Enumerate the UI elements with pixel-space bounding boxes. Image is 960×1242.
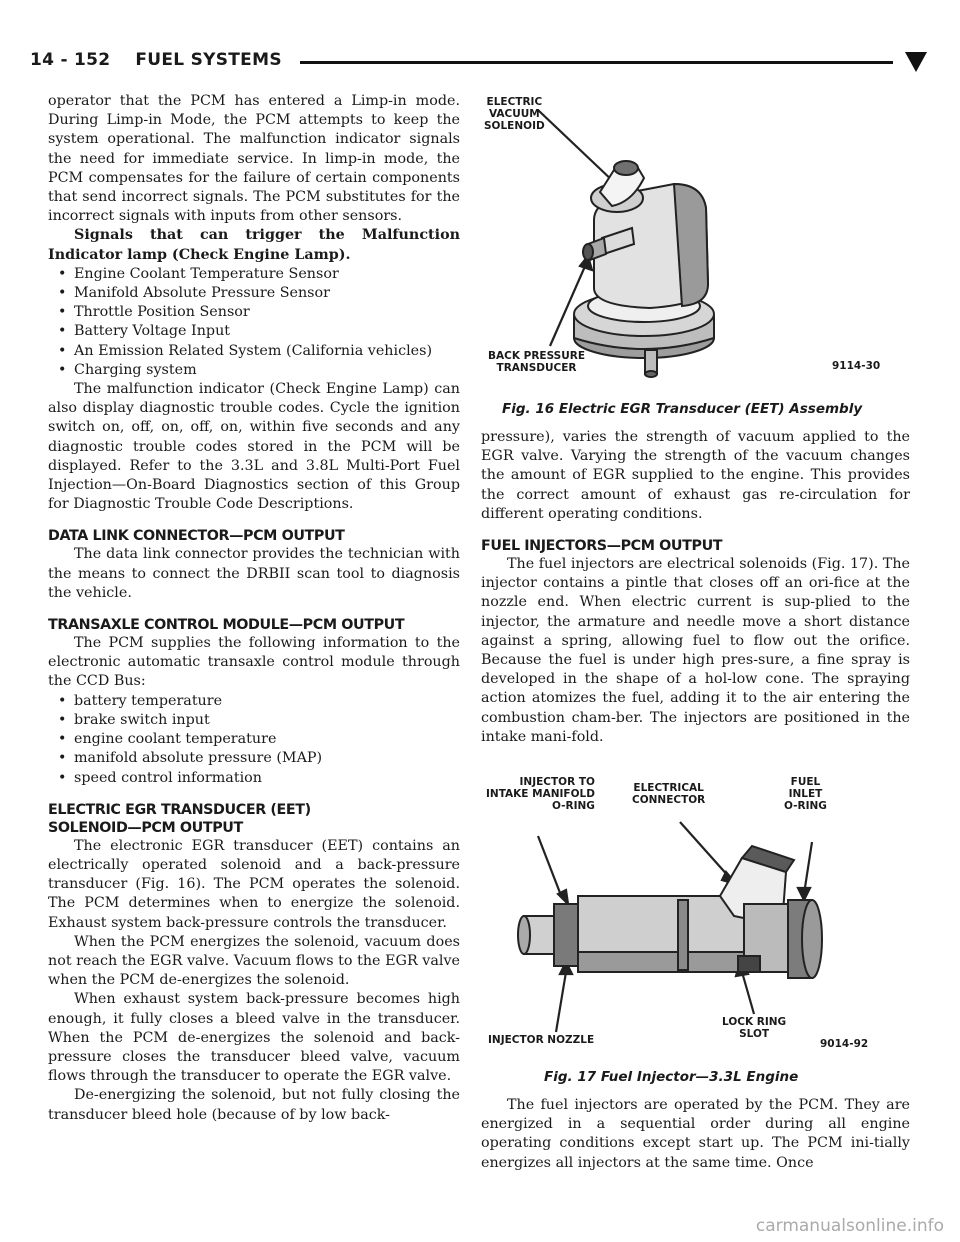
figure-16-caption: Fig. 16 Electric EGR Transducer (EET) Assembly [502,401,863,417]
label-injector-nozzle: INJECTOR NOZZLE [488,1034,595,1046]
header-rule [300,61,893,64]
paragraph-eet-continued: pressure), varies the strength of vacuum applied to the EGR valve. Varying the strength of the vacuum changes the amount of EGR supplied to the engine. This provides the correct amount of exhaust gas re-circulation for different operating conditions. [481,429,910,522]
watermark: carmanualsonline.info [755,1216,944,1236]
paragraph-fuel-injectors: The fuel injectors are electrical solenoids (Fig. 17). The injector contains a pintle that closes off an ori-fice at the nozzle end. When electric current is sup-plied to the injector, the armature and needle move a short distance against a spring, allowing fuel to flow out the orifice. Because the fuel is under high pres-sure, a fine spray is developed in the shape of a hol-low cone. The spraying action atomizes the fuel, adding it to the air entering the combustion cham-ber. The injectors are positioned in the intake mani-fold. [481,556,911,745]
left-column [48,92,460,1125]
figure-16 [482,88,902,388]
paragraph-eet-3: When exhaust system back-pressure becomes high enough, it fully closes a bleed valve in the transducer. When the PCM de-energizes the solenoid and back-pressure closes the transducer bleed valve, vacuum flows through the transducer to operate the EGR valve. [48,991,460,1085]
paragraph-limp-in: operator that the PCM has entered a Limp-in mode. During Limp-in Mode, the PCM attempts to keep the system operational. The malfunction indicator signals the need for immediate service. In limp-in mode, the PCM compensates for the failure of certain components that send incorrect signals. The PCM substitutes for the incorrect signals with inputs from other sensors. [48,93,460,225]
paragraph-injector-operation: The fuel injectors are operated by the PCM. They are energized in a sequential order during all engine operating conditions except start up. The PCM ini-tially energizes all injectors at the same time. Once [481,1097,910,1171]
ccd-bus-list [48,692,460,788]
list-item: • brake switch input [58,711,210,728]
label-intake-manifold-oring: INJECTOR TO INTAKE MANIFOLD O-RING [486,776,595,812]
header-triangle-icon [905,52,927,72]
label-lock-ring-slot: LOCK RING SLOT [722,1016,787,1040]
heading-data-link-connector: DATA LINK CONNECTOR—PCM OUTPUT [48,528,345,545]
label-back-pressure-transducer: BACK PRESSURE TRANSDUCER [488,350,586,374]
heading-fuel-injectors: FUEL INJECTORS—PCM OUTPUT [481,538,723,555]
list-item: • An Emission Related System (California vehicles) [58,342,433,359]
list-item: • Manifold Absolute Pressure Sensor [58,285,330,302]
mil-triggers-heading: Signals that can trigger the Malfunction Indicator lamp (Check Engine Lamp). [48,227,460,263]
label-fuel-inlet-oring: FUEL INLET O-RING [784,776,827,812]
heading-egr-transducer: ELECTRIC EGR TRANSDUCER (EET) SOLENOID—PCM OUTPUT [48,801,311,836]
figure-17 [482,776,902,1058]
figure-17-caption: Fig. 17 Fuel Injector—3.3L Engine [544,1069,799,1085]
label-electrical-connector: ELECTRICAL CONNECTOR [632,782,706,806]
paragraph-eet-1: The electronic EGR transducer (EET) contains an electrically operated solenoid and a back-pressure transducer (Fig. 16). The PCM operates the solenoid. The PCM determines when to energize the solenoid. Exhaust system back-pressure controls the transducer. [48,837,460,931]
right-column-lower [481,1096,910,1173]
paragraph-eet-2: When the PCM energizes the solenoid, vacuum does not reach the EGR valve. Vacuum flows to the EGR valve when the PCM de-energizes the solenoid. [48,933,460,989]
list-item: • battery temperature [58,692,223,709]
header-title: 14 - 152 FUEL SYSTEMS [30,50,282,70]
paragraph-mil-codes: The malfunction indicator (Check Engine Lamp) can also display diagnostic trouble codes. Cycle the ignition switch on, off, on, off, on, within five seconds and any diagnostic trouble codes stored in the PCM will be displayed. Refer to the 3.3L and 3.8L Multi-Port Fuel Injection—On-Board Diagnostics section of this Group for Diagnostic Trouble Code Descriptions. [48,381,460,513]
paragraph-data-link-connector: The data link connector provides the technician with the means to connect the DRBII scan tool to diagnosis the vehicle. [48,546,460,601]
figure-16-code: 9114-30 [832,360,881,372]
list-item: • Battery Voltage Input [58,323,231,340]
list-item: • Charging system [58,361,197,378]
list-item: • Engine Coolant Temperature Sensor [58,265,339,282]
paragraph-transaxle-control-module: The PCM supplies the following information to the electronic automatic transaxle control module through the CCD Bus: [48,635,460,690]
list-item: • manifold absolute pressure (MAP) [58,750,323,767]
list-item: • Throttle Position Sensor [58,304,250,321]
label-electric-vacuum-solenoid: ELECTRIC VACUUM SOLENOID [484,96,545,132]
egr-transducer-illustration [482,88,902,388]
list-item: • engine coolant temperature [58,731,277,748]
fuel-injector-illustration [482,776,902,1058]
mil-trigger-list [48,265,460,380]
figure-17-code: 9014-92 [820,1038,869,1050]
paragraph-eet-4: De-energizing the solenoid, but not fully closing the transducer bleed hole (because of by low back- [48,1087,460,1123]
page-header [20,44,935,80]
right-column-upper [481,428,910,747]
list-item: • speed control information [58,769,262,786]
heading-transaxle-control-module: TRANSAXLE CONTROL MODULE—PCM OUTPUT [48,617,405,634]
